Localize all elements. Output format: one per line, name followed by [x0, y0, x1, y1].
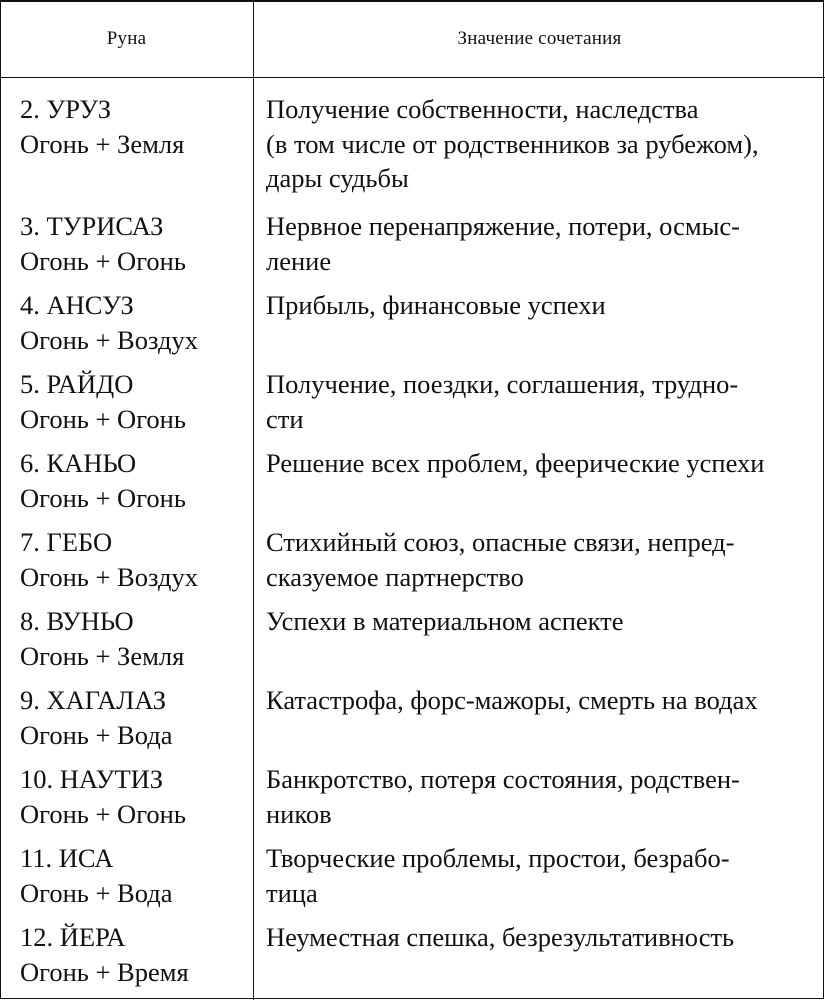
table-row [0, 841, 825, 920]
rune-cell [0, 604, 253, 683]
table-row [0, 209, 825, 288]
meaning-line: Получение собственности, наследства [266, 94, 699, 124]
table-row [0, 288, 825, 367]
table-row [0, 762, 825, 841]
header-meaning: Значение сочетания [457, 27, 622, 49]
rune-cell [0, 525, 253, 604]
meaning-line: Прибыль, финансовые успехи [266, 290, 606, 320]
rune-elements: Огонь + Воздух [20, 324, 198, 355]
meaning-line: сти [266, 403, 304, 434]
rune-elements: Огонь + Время [20, 956, 189, 987]
rune-name: 3. ТУРИСАЗ [20, 211, 164, 241]
rune-name: 12. ЙЕРА [20, 922, 126, 952]
meaning-line: Успехи в материальном аспекте [266, 606, 624, 636]
rune-name: 4. АНСУЗ [20, 290, 134, 320]
rune-elements: Огонь + Огонь [20, 482, 186, 513]
rune-elements: Огонь + Земля [20, 640, 185, 671]
rune-elements: Огонь + Огонь [20, 403, 186, 434]
rune-cell [0, 762, 253, 841]
rune-cell [0, 92, 253, 209]
rune-elements: Огонь + Вода [20, 719, 173, 750]
meaning-cell [254, 525, 811, 604]
meaning-line: дары судьбы [266, 163, 409, 193]
meaning-cell [254, 762, 811, 841]
rune-name: 8. ВУНЬО [20, 606, 134, 636]
meaning-cell [254, 209, 811, 288]
meaning-cell [254, 446, 811, 525]
rune-name: 2. УРУЗ [20, 94, 112, 124]
rune-cell [0, 288, 253, 367]
meaning-line: (в том числе от родственников за рубежом), [266, 128, 759, 159]
meaning-line: ление [266, 245, 332, 276]
meaning-cell [254, 683, 811, 762]
rune-name: 6. КАНЬО [20, 448, 137, 478]
meaning-line: Творческие проблемы, простои, безрабо- [266, 843, 730, 873]
meaning-line: Решение всех проблем, феерические успехи [266, 448, 765, 478]
table-row [0, 683, 825, 762]
rune-name: 10. НАУТИЗ [20, 764, 164, 794]
rune-cell [0, 446, 253, 525]
rune-name: 9. ХАГАЛАЗ [20, 685, 167, 715]
rune-name: 7. ГЕБО [20, 527, 113, 557]
header-divider [0, 77, 825, 78]
rune-cell [0, 683, 253, 762]
meaning-line: Получение, поездки, соглашения, трудно- [266, 369, 739, 399]
meaning-cell [254, 288, 811, 367]
rune-cell [0, 920, 253, 999]
meaning-line: Стихийный союз, опасные связи, непред- [266, 527, 735, 557]
meaning-cell [254, 604, 811, 683]
table-row [0, 920, 825, 999]
rune-name: 5. РАЙДО [20, 369, 134, 399]
meaning-line: Нервное перенапряжение, потери, осмыс- [266, 211, 741, 241]
meaning-cell [254, 367, 811, 446]
table-row [0, 525, 825, 604]
rune-cell [0, 841, 253, 920]
meaning-line: Неуместная спешка, безрезультативность [266, 922, 735, 952]
meaning-cell [254, 92, 811, 209]
rune-cell [0, 367, 253, 446]
meaning-cell [254, 841, 811, 920]
meaning-cell [254, 920, 811, 999]
rune-elements: Огонь + Воздух [20, 561, 198, 592]
rune-name: 11. ИСА [20, 843, 114, 873]
table-row [0, 446, 825, 525]
meaning-line: сказуемое партнерство [266, 561, 524, 592]
rune-cell [0, 209, 253, 288]
meaning-line: ников [266, 798, 332, 829]
rune-elements: Огонь + Земля [20, 128, 185, 159]
meaning-line: Банкротство, потеря состояния, родствен- [266, 764, 740, 794]
header-rune: Руна [106, 27, 147, 49]
rune-elements: Огонь + Огонь [20, 798, 186, 829]
meaning-line: Катастрофа, форс-мажоры, смерть на водах [266, 685, 758, 715]
table-row [0, 604, 825, 683]
rune-elements: Огонь + Огонь [20, 245, 186, 276]
meaning-line: тица [266, 877, 318, 908]
table-row [0, 367, 825, 446]
table-row [0, 92, 825, 209]
table-body [0, 92, 825, 999]
rune-elements: Огонь + Вода [20, 877, 173, 908]
